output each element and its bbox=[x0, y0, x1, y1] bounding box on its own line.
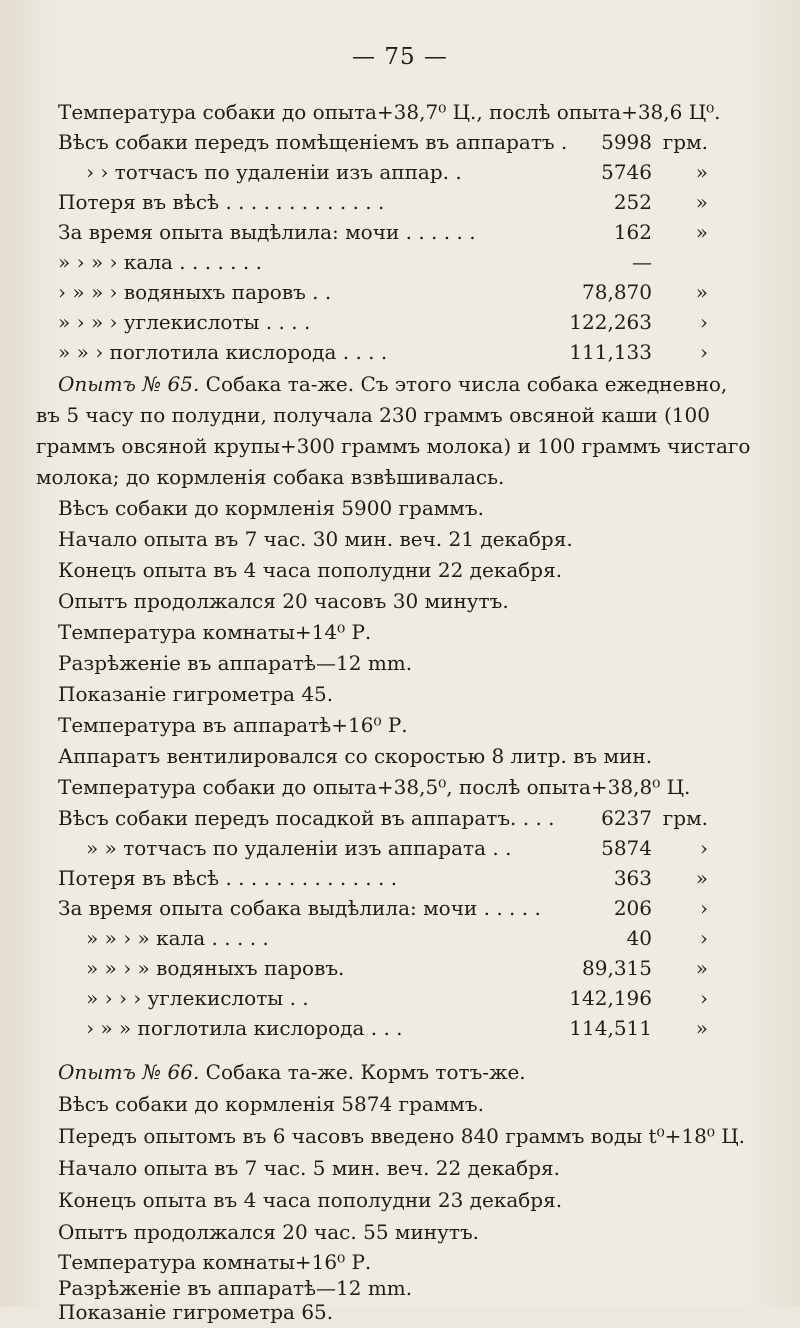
temperature-line: Температура собаки до опыта+38,7⁰ Ц., послѣ опыта+38,6 Ц⁰. bbox=[58, 100, 721, 124]
table-row bbox=[58, 126, 708, 158]
row-label: » › » › кала . . . . . . . bbox=[58, 250, 262, 274]
row-value: 78,870 bbox=[582, 280, 652, 304]
text-line: Начало опыта въ 7 час. 5 мин. веч. 22 декабря. bbox=[58, 1156, 560, 1180]
row-label: » › » › углекислоты . . . . bbox=[58, 310, 311, 334]
row-unit: » bbox=[695, 160, 708, 184]
text-line: Температура комнаты+16⁰ Р. bbox=[58, 1250, 372, 1274]
row-label: Вѣсъ собаки передъ помѣщеніемъ въ аппаратъ . bbox=[58, 130, 568, 154]
text-line: Конецъ опыта въ 4 часа пополудни 22 декабря. bbox=[58, 558, 563, 582]
row-label: › » » › водяныхъ паровъ . . bbox=[58, 280, 332, 304]
text-line: Конецъ опыта въ 4 часа пополудни 23 декабря. bbox=[58, 1188, 563, 1212]
table-row bbox=[58, 306, 708, 338]
text-line: Начало опыта въ 7 час. 30 мин. веч. 21 декабря. bbox=[58, 527, 573, 551]
row-value: 5998 bbox=[601, 130, 652, 154]
table-row bbox=[58, 892, 708, 924]
row-value: 5746 bbox=[601, 160, 652, 184]
table-row bbox=[58, 922, 708, 954]
row-value: 114,511 bbox=[569, 1016, 652, 1040]
text-line: Температура въ аппаратѣ+16⁰ Р. bbox=[58, 713, 408, 737]
row-unit: › bbox=[700, 896, 708, 920]
row-value: 162 bbox=[613, 220, 652, 244]
text-line: Температура комнаты+14⁰ Р. bbox=[58, 620, 372, 644]
text-line: Показаніе гигрометра 65. bbox=[58, 1300, 334, 1324]
row-label: За время опыта выдѣлила: мочи . . . . . . bbox=[58, 220, 476, 244]
experiment-66-heading: Опытъ № 66. bbox=[58, 1060, 200, 1084]
row-value: 111,133 bbox=[569, 340, 652, 364]
row-unit: грм. bbox=[662, 806, 708, 830]
text-line: Опытъ продолжался 20 час. 55 минутъ. bbox=[58, 1220, 480, 1244]
row-value: 6237 bbox=[601, 806, 652, 830]
row-value: 89,315 bbox=[582, 956, 652, 980]
row-value: 206 bbox=[613, 896, 652, 920]
text-line: Показаніе гигрометра 45. bbox=[58, 682, 334, 706]
text-line: Разрѣженіе въ аппаратѣ—12 mm. bbox=[58, 1276, 413, 1300]
table-row bbox=[58, 216, 708, 248]
row-value: 363 bbox=[613, 866, 652, 890]
text-line: Аппаратъ вентилировался со скоростью 8 литр. въ мин. bbox=[58, 744, 653, 768]
table-row bbox=[58, 802, 708, 834]
row-unit: » bbox=[695, 956, 708, 980]
text-line: Передъ опытомъ въ 6 часовъ введено 840 граммъ воды t⁰+18⁰ Ц. bbox=[58, 1124, 745, 1148]
row-value: 40 bbox=[626, 926, 652, 950]
table-row bbox=[58, 832, 708, 864]
table-row bbox=[58, 156, 708, 188]
table-row bbox=[58, 336, 708, 368]
row-unit: » bbox=[695, 866, 708, 890]
row-unit: › bbox=[700, 310, 708, 334]
paragraph-text: Собака та-же. Съ этого числа собака ежедневно, bbox=[199, 372, 728, 396]
row-value: 122,263 bbox=[569, 310, 652, 334]
row-unit: » bbox=[695, 1016, 708, 1040]
table-row bbox=[58, 276, 708, 308]
paragraph-text: Собака та-же. Кормъ тотъ-же. bbox=[199, 1060, 526, 1084]
page-number: — 75 — bbox=[352, 44, 448, 70]
row-label: » » › поглотила кислорода . . . . bbox=[58, 340, 388, 364]
row-unit: › bbox=[700, 986, 708, 1010]
row-unit: » bbox=[695, 190, 708, 214]
text-line: Опытъ продолжался 20 часовъ 30 минутъ. bbox=[58, 589, 509, 613]
table-row bbox=[58, 952, 708, 984]
paragraph-line: молока; до кормленія собака взвѣшивалась. bbox=[36, 465, 505, 489]
table-row bbox=[58, 862, 708, 894]
row-value: 5874 bbox=[601, 836, 652, 860]
row-label: › › тотчасъ по удаленіи изъ аппар. . bbox=[86, 160, 462, 184]
row-unit: грм. bbox=[662, 130, 708, 154]
table-row bbox=[58, 186, 708, 218]
row-label: Потеря въ вѣсѣ . . . . . . . . . . . . . . bbox=[58, 866, 398, 890]
experiment-65-heading: Опытъ № 65. bbox=[58, 372, 200, 396]
paragraph-line: граммъ овсяной крупы+300 граммъ молока) и 100 граммъ чистаго bbox=[36, 434, 751, 458]
row-value: 252 bbox=[613, 190, 652, 214]
row-label: Вѣсъ собаки передъ посадкой въ аппаратъ. . . . bbox=[58, 806, 555, 830]
row-unit: › bbox=[700, 340, 708, 364]
row-unit: › bbox=[700, 926, 708, 950]
text-line: Вѣсъ собаки до кормленія 5900 граммъ. bbox=[58, 496, 484, 520]
table-row bbox=[58, 246, 708, 278]
row-label: » › › › углекислоты . . bbox=[86, 986, 309, 1010]
text-line: Разрѣженіе въ аппаратѣ—12 mm. bbox=[58, 651, 413, 675]
paragraph-line: въ 5 часу по полудни, получала 230 граммъ овсяной каши (100 bbox=[36, 403, 710, 427]
table-row bbox=[58, 1012, 708, 1044]
text-line: Температура собаки до опыта+38,5⁰, послѣ опыта+38,8⁰ Ц. bbox=[58, 775, 691, 799]
table-row bbox=[58, 982, 708, 1014]
row-label: › » » поглотила кислорода . . . bbox=[86, 1016, 403, 1040]
experiment-65-intro bbox=[58, 368, 728, 400]
row-unit: » bbox=[695, 280, 708, 304]
row-unit: › bbox=[700, 836, 708, 860]
row-label: » » тотчасъ по удаленіи изъ аппарата . . bbox=[86, 836, 512, 860]
row-label: » » › » водяныхъ паровъ. bbox=[86, 956, 345, 980]
row-label: » » › » кала . . . . . bbox=[86, 926, 269, 950]
row-value: — bbox=[632, 250, 652, 274]
text-line: Вѣсъ собаки до кормленія 5874 граммъ. bbox=[58, 1092, 484, 1116]
row-value: 142,196 bbox=[569, 986, 652, 1010]
row-label: Потеря въ вѣсѣ . . . . . . . . . . . . . bbox=[58, 190, 385, 214]
experiment-66-intro bbox=[58, 1056, 708, 1088]
row-label: За время опыта собака выдѣлила: мочи . . . . . bbox=[58, 896, 541, 920]
row-unit: » bbox=[695, 220, 708, 244]
